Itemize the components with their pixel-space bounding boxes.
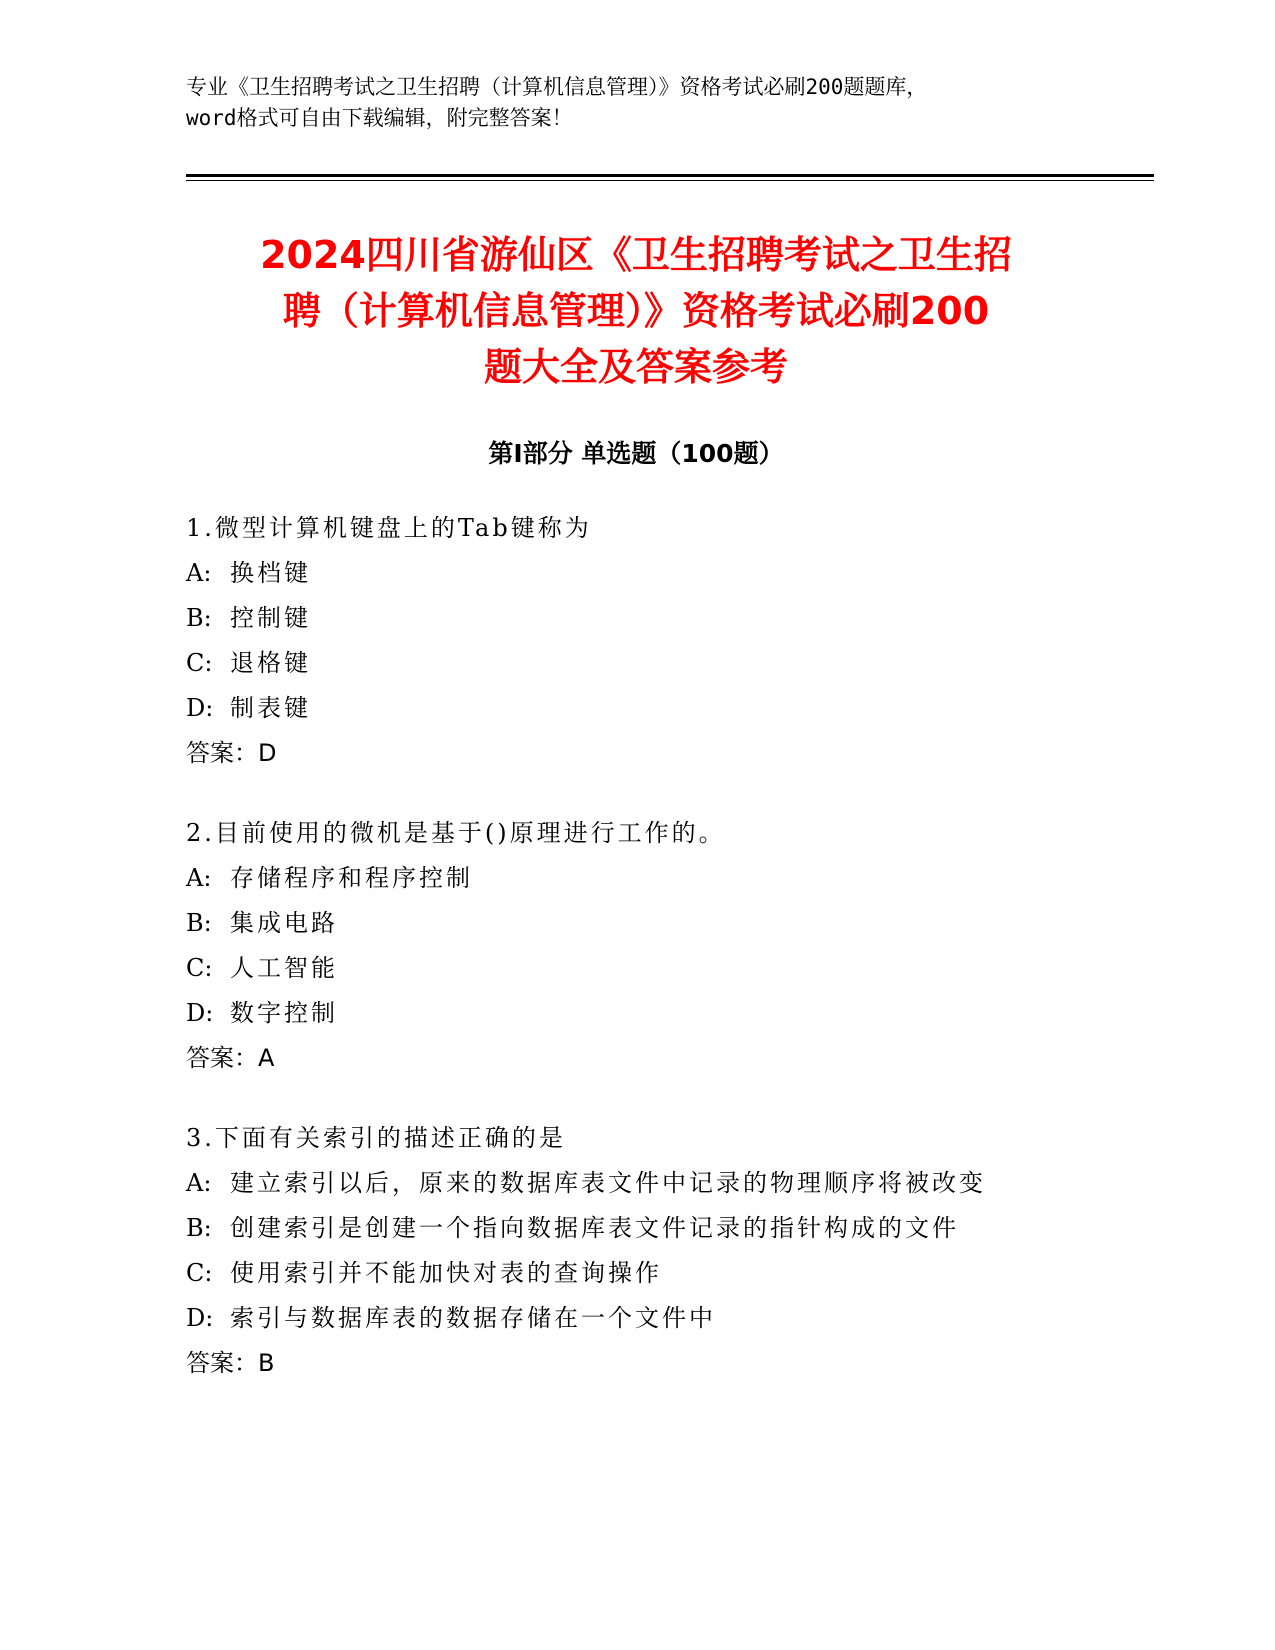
document-title-line-3: 题大全及答案参考 (483, 345, 788, 389)
question-stem: 3.下面有关索引的描述正确的是 (186, 1124, 566, 1152)
header-note (186, 72, 1086, 134)
option-text: 创建索引是创建一个指向数据库表文件记录的指针构成的文件 (230, 1214, 959, 1242)
answer-line: 答案：D (186, 739, 277, 767)
option-d (186, 1303, 1146, 1348)
option-c (186, 1258, 1146, 1303)
option-b (186, 603, 1146, 648)
option-text: 建立索引以后，原来的数据库表文件中记录的物理顺序将被改变 (230, 1169, 986, 1197)
question-stem: 1.微型计算机键盘上的Tab键称为 (186, 514, 592, 542)
option-text: 制表键 (230, 694, 311, 722)
option-text: 换档键 (230, 559, 311, 587)
question-3 (186, 1123, 1146, 1393)
option-text: 控制键 (230, 604, 311, 632)
option-c (186, 648, 1146, 693)
option-letter: B: (186, 1214, 212, 1242)
document-title-line-2: 聘（计算机信息管理）》资格考试必刷200 (282, 289, 990, 333)
option-letter: B: (186, 604, 212, 632)
option-text: 数字控制 (230, 999, 338, 1027)
option-letter: C: (186, 1259, 213, 1287)
option-text: 人工智能 (230, 954, 338, 982)
option-d (186, 998, 1146, 1043)
option-a (186, 1168, 1146, 1213)
option-letter: A: (186, 559, 212, 587)
option-text: 退格键 (230, 649, 311, 677)
option-letter: D: (186, 999, 214, 1027)
option-text: 集成电路 (230, 909, 338, 937)
option-c (186, 953, 1146, 998)
option-b (186, 908, 1146, 953)
option-text: 索引与数据库表的数据存储在一个文件中 (230, 1304, 716, 1332)
option-a (186, 863, 1146, 908)
option-letter: D: (186, 1304, 214, 1332)
option-letter: A: (186, 864, 212, 892)
document-title (186, 227, 1086, 395)
answer-line: 答案：A (186, 1044, 275, 1072)
option-text: 使用索引并不能加快对表的查询操作 (230, 1259, 662, 1287)
option-letter: B: (186, 909, 212, 937)
question-1 (186, 513, 1146, 783)
header-note-line-2: word格式可自由下载编辑，附完整答案！ (186, 106, 573, 130)
option-d (186, 693, 1146, 738)
header-divider-thin (186, 180, 1154, 181)
option-letter: C: (186, 954, 213, 982)
option-text: 存储程序和程序控制 (230, 864, 473, 892)
header-note-line-1: 专业《卫生招聘考试之卫生招聘（计算机信息管理）》资格考试必刷200题题库， (186, 75, 928, 99)
header-divider-thick (186, 174, 1154, 177)
answer-line: 答案：B (186, 1349, 275, 1377)
section-heading: 第Ⅰ部分 单选题（100题） (488, 439, 784, 468)
option-b (186, 1213, 1146, 1258)
option-letter: D: (186, 694, 214, 722)
option-letter: A: (186, 1169, 212, 1197)
question-2 (186, 818, 1146, 1088)
option-letter: C: (186, 649, 213, 677)
document-title-line-1: 2024四川省游仙区《卫生招聘考试之卫生招 (260, 233, 1012, 277)
option-a (186, 558, 1146, 603)
question-stem: 2.目前使用的微机是基于()原理进行工作的。 (186, 819, 726, 847)
